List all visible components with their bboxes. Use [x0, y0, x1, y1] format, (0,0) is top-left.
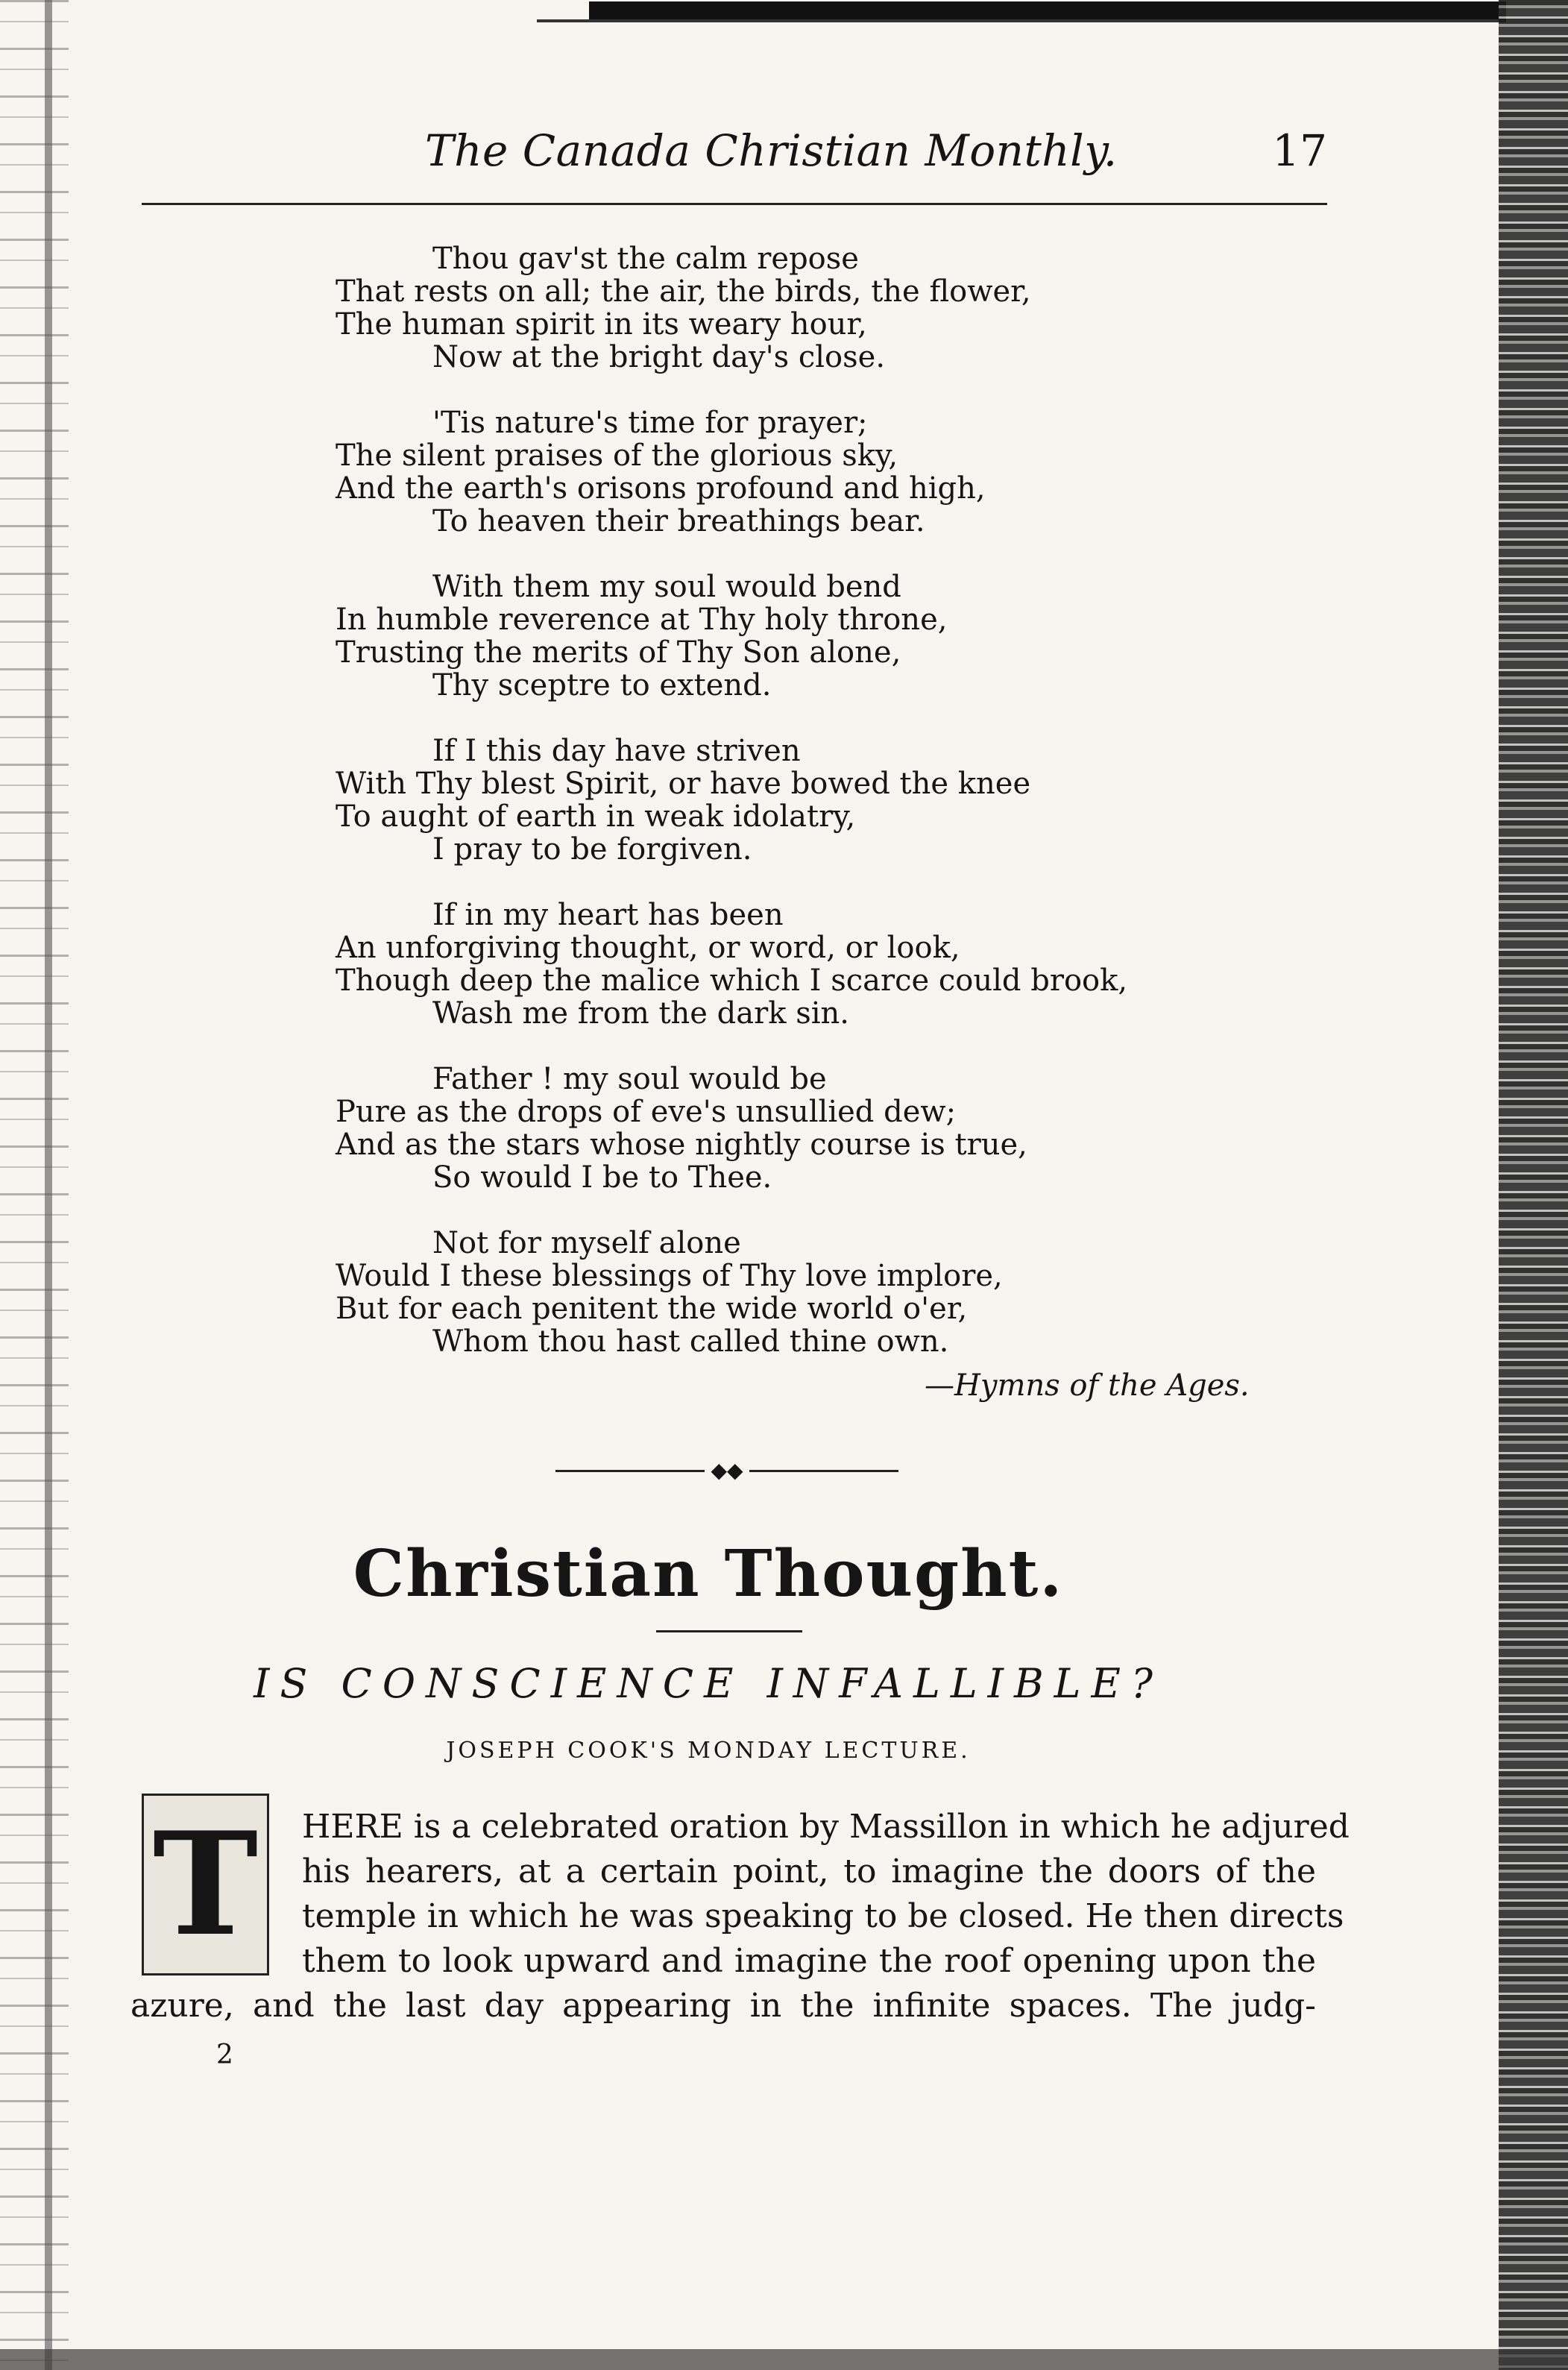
section-ornament [555, 1458, 898, 1483]
poem-line: I pray to be forgiven. [432, 832, 752, 867]
poem-line: Father ! my soul would be [432, 1062, 827, 1096]
scan-left-binding [45, 0, 52, 2370]
poem-line: And as the stars whose nightly course is true, [336, 1128, 1027, 1162]
poem-line: Pure as the drops of eve's unsullied dew; [336, 1095, 957, 1129]
poem-line: Not for myself alone [432, 1226, 741, 1260]
article-byline: JOSEPH COOK'S MONDAY LECTURE. [446, 1738, 971, 1764]
section-rule [656, 1630, 802, 1632]
poem-line: With them my soul would bend [432, 570, 901, 604]
poem-line: An unforgiving thought, or word, or look, [336, 931, 960, 965]
body-line: them to look upward and imagine the roof opening upon the [302, 1942, 1316, 1980]
scan-top-rule [589, 1, 1506, 21]
scan-top-rule-thin [537, 19, 1506, 22]
ornament-diamond-icon: ◆◆ [711, 1458, 743, 1483]
poem-line: The human spirit in its weary hour, [336, 307, 867, 342]
body-line: azure, and the last day appearing in the infinite spaces. The judg- [130, 1987, 1316, 2025]
poem-stanza [336, 1227, 1305, 1358]
poem-line: If I this day have striven [432, 734, 801, 768]
poem-line: 'Tis nature's time for prayer; [432, 406, 868, 440]
poem-stanza [336, 1063, 1305, 1194]
poem-line: Thou gav'st the calm repose [432, 242, 859, 276]
poem-line: But for each penitent the wide world o'er, [336, 1292, 968, 1326]
poem-line: If in my heart has been [432, 898, 784, 932]
section-title: Christian Thought. [353, 1536, 1064, 1612]
poem-line: In humble reverence at Thy holy throne, [336, 603, 948, 637]
poem-stanza [336, 242, 1305, 374]
poem-stanza [336, 735, 1305, 866]
poem-stanza [336, 406, 1305, 538]
poem-line: Now at the bright day's close. [432, 340, 886, 374]
poem-attribution: —Hymns of the Ages. [925, 1368, 1250, 1403]
dropcap: T [142, 1794, 269, 1975]
header-rule [142, 203, 1327, 205]
poem-line: Would I these blessings of Thy love implore, [336, 1259, 1003, 1293]
article-title: IS CONSCIENCE INFALLIBLE? [254, 1660, 1163, 1707]
poem-line: To aught of earth in weak idolatry, [336, 799, 856, 834]
poem-line: So would I be to Thee. [432, 1160, 772, 1195]
poem-line: Thy sceptre to extend. [432, 668, 772, 702]
poem-line: Wash me from the dark sin. [432, 996, 850, 1031]
ornament-right-bar [749, 1470, 898, 1472]
poem-line: Trusting the merits of Thy Son alone, [336, 635, 901, 670]
scan-right-edge [1499, 0, 1568, 2370]
poem-stanza [336, 899, 1305, 1030]
signature-mark: 2 [216, 2040, 233, 2070]
poem-line: To heaven their breathings bear. [432, 504, 925, 538]
poem-stanza [336, 571, 1305, 702]
poem-line: That rests on all; the air, the birds, the flower, [336, 274, 1031, 309]
scan-bottom-edge [0, 2349, 1568, 2370]
body-line: his hearers, at a certain point, to imagine the doors of the [302, 1852, 1316, 1890]
body-line: temple in which he was speaking to be closed. He then directs [302, 1897, 1344, 1935]
body-line: HERE is a celebrated oration by Massillon in which he adjured [302, 1808, 1350, 1846]
poem-line: Whom thou hast called thine own. [432, 1324, 949, 1359]
running-title: The Canada Christian Monthly. [425, 125, 1118, 176]
page-number: 17 [1272, 125, 1327, 176]
page-header [134, 125, 1327, 185]
ornament-left-bar [555, 1470, 705, 1472]
article-body [130, 1805, 1350, 2028]
poem-line: And the earth's orisons profound and high, [336, 471, 986, 506]
poem [336, 242, 1305, 1391]
poem-line: With Thy blest Spirit, or have bowed the knee [336, 767, 1031, 801]
poem-line: The silent praises of the glorious sky, [336, 439, 898, 473]
poem-line: Though deep the malice which I scarce could brook, [336, 964, 1128, 998]
scan-left-edge [0, 0, 69, 2370]
